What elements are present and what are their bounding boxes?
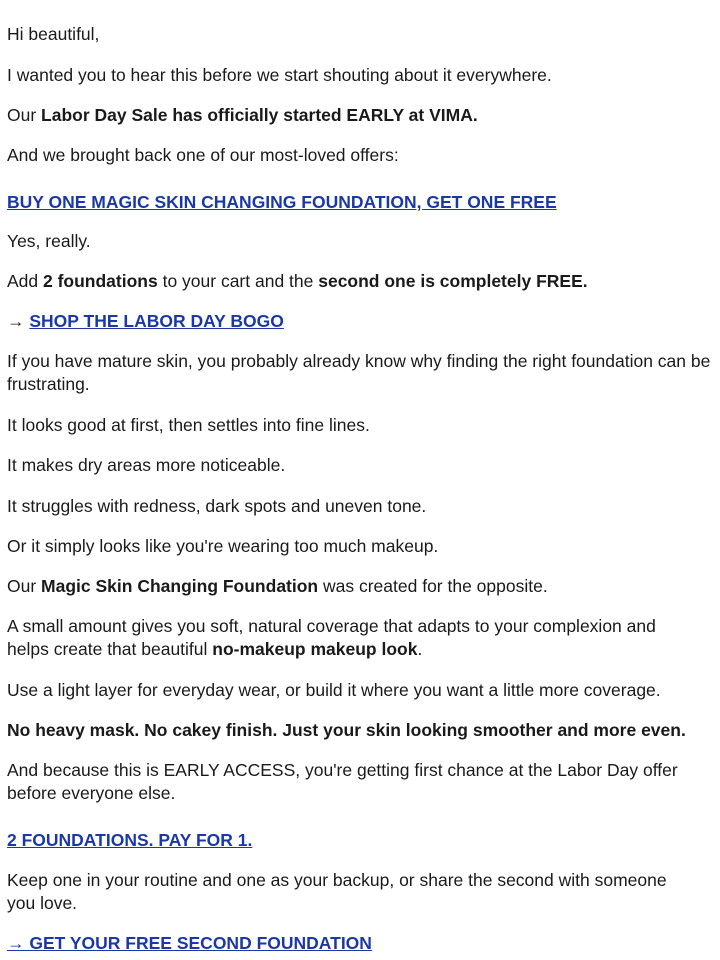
greeting: Hi beautiful, [7, 24, 100, 44]
sale-bold: Labor Day Sale has officially started EARLY at VIMA. [41, 105, 478, 125]
free-second-foundation-link[interactable]: → GET YOUR FREE SECOND FOUNDATION [7, 933, 372, 953]
sale-announcement [7, 104, 478, 127]
shop-paragraph [7, 310, 284, 333]
mature-skin-text: If you have mature skin, you probably already know why finding the right foundation can be frustrating. [7, 351, 711, 394]
add-b1: 2 foundations [43, 271, 158, 291]
coverage-text [7, 615, 697, 661]
light-layer-text: Use a light layer for everyday wear, or build it where you want a little more coverage. [7, 680, 661, 700]
fine-lines-text: It looks good at first, then settles into fine lines. [7, 415, 370, 435]
shop-bogo-link[interactable]: SHOP THE LABOR DAY BOGO [29, 311, 284, 331]
add-t2: to your cart and the [157, 271, 319, 291]
keep-one-text: Keep one in your routine and one as your backup, or share the second with someone you love. [7, 870, 667, 913]
bogo-offer-link[interactable]: BUY ONE MAGIC SKIN CHANGING FOUNDATION, GET ONE FREE [7, 192, 557, 212]
pay-for-one-link[interactable]: 2 FOUNDATIONS. PAY FOR 1. [7, 830, 253, 850]
pay-paragraph [7, 829, 252, 852]
magic-t1: Our [7, 576, 42, 596]
arrow-icon: → [7, 311, 25, 331]
magic-foundation-text [7, 575, 548, 598]
sale-prefix: Our [7, 105, 42, 125]
dry-areas-text: It makes dry areas more noticeable. [7, 455, 286, 475]
redness-text: It struggles with redness, dark spots and uneven tone. [7, 496, 427, 516]
add-to-cart-text [7, 270, 588, 293]
add-b2: second one is completely FREE. [318, 271, 588, 291]
no-mask-text: No heavy mask. No cakey finish. Just your skin looking smoother and more even. [7, 720, 686, 740]
offer-intro: And we brought back one of our most-loved offers: [7, 145, 399, 165]
small-t1: A small amount gives you soft, natural coverage that adapts to your complexion and helps create that beautiful [7, 616, 656, 659]
add-t1: Add [7, 271, 43, 291]
small-t2: . [417, 639, 423, 659]
small-b1: no-makeup makeup look [212, 639, 418, 659]
offer-paragraph [7, 191, 557, 214]
magic-t2: was created for the opposite. [318, 576, 548, 596]
intro-text: I wanted you to hear this before we start shouting about it everywhere. [7, 65, 552, 85]
yes-really: Yes, really. [7, 231, 91, 251]
magic-b1: Magic Skin Changing Foundation [41, 576, 319, 596]
too-much-makeup-text: Or it simply looks like you're wearing too much makeup. [7, 536, 439, 556]
get-paragraph [7, 932, 372, 955]
early-access-text: And because this is EARLY ACCESS, you're getting first chance at the Labor Day offer before everyone else. [7, 760, 678, 803]
